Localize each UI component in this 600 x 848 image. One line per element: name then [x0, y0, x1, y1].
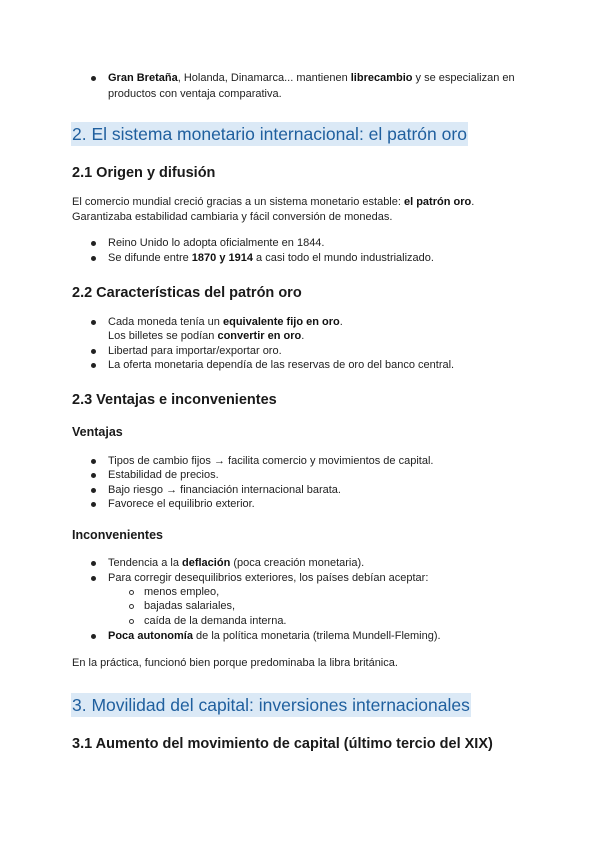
inconvenientes-heading: Inconvenientes	[72, 528, 163, 542]
subsection-2-1-heading: 2.1 Origen y difusión	[72, 165, 216, 181]
text: Se difunde entre	[108, 252, 192, 264]
bold-text: Gran Bretaña	[108, 72, 178, 84]
sub-bullet-circle	[129, 619, 134, 624]
s21-bullet-1: Reino Unido lo adopta oficialmente en 1844.	[108, 237, 325, 249]
text: Cada moneda tenía un	[108, 316, 223, 328]
text: (poca creación monetaria).	[230, 557, 365, 569]
text: y se especializan en	[412, 72, 515, 84]
text: a casi todo el mundo industrializado.	[252, 252, 434, 264]
section-2-heading: 2. El sistema monetario internacional: el patrón oro	[72, 124, 467, 144]
text: El comercio mundial creció gracias a un sistema monetario estable:	[72, 196, 404, 208]
s22-bullet-3: La oferta monetaria dependía de las reservas de oro del banco central.	[108, 359, 455, 371]
bold-text: Poca autonomía	[108, 630, 193, 642]
bold-text: librecambio	[350, 72, 413, 84]
inconveniente-item-2: Para corregir desequilibrios exteriores, los países debían aceptar:	[108, 572, 429, 584]
ventaja-item: Estabilidad de precios.	[108, 469, 219, 481]
subsection-2-2-heading: 2.2 Características del patrón oro	[72, 285, 302, 301]
bullet-dot	[91, 256, 96, 261]
bold-text: deflación	[182, 557, 231, 569]
text: Tendencia a la	[108, 557, 182, 569]
sub-item: bajadas salariales,	[144, 600, 236, 612]
top-bullet-line1	[108, 71, 515, 86]
bullet-dot	[91, 634, 96, 639]
s21-paragraph-line1	[72, 195, 474, 210]
s22-bullet-1-line2	[108, 329, 304, 344]
bold-text: 1870 y 1914	[191, 252, 253, 264]
bullet-dot	[91, 363, 96, 368]
sub-item: menos empleo,	[144, 586, 220, 598]
bold-text: convertir en oro	[217, 330, 302, 342]
inconveniente-item-1	[108, 556, 364, 571]
s22-bullet-1-line1	[108, 315, 343, 330]
text: , Holanda, Dinamarca... mantienen	[177, 72, 351, 84]
bullet-dot	[91, 320, 96, 325]
subsection-3-1-heading: 3.1 Aumento del movimiento de capital (último tercio del XIX)	[72, 736, 493, 752]
sub-bullet-circle	[129, 590, 134, 595]
sub-item: caída de la demanda interna.	[144, 615, 287, 627]
inconveniente-item-3	[108, 629, 441, 644]
ventaja-item: Bajo riesgo → financiación internacional barata.	[108, 484, 341, 496]
subsection-2-3-heading: 2.3 Ventajas e inconvenientes	[72, 392, 277, 408]
closing-paragraph: En la práctica, funcionó bien porque predominaba la libra británica.	[72, 657, 398, 669]
text: .	[339, 316, 343, 328]
bullet-dot	[91, 473, 96, 478]
bullet-dot	[91, 502, 96, 507]
ventaja-item: Favorece el equilibrio exterior.	[108, 498, 255, 510]
sub-bullet-circle	[129, 604, 134, 609]
s21-paragraph-line2: Garantizaba estabilidad cambiaria y fácil conversión de monedas.	[72, 211, 393, 223]
bullet-dot	[91, 459, 96, 464]
text: de la política monetaria (trilema Mundell-Fleming).	[192, 630, 441, 642]
ventajas-heading: Ventajas	[72, 425, 123, 439]
section-3-heading: 3. Movilidad del capital: inversiones internacionales	[72, 695, 470, 715]
bullet-dot	[91, 576, 96, 581]
bullet-dot	[91, 349, 96, 354]
text: .	[471, 196, 475, 208]
bold-text: equivalente fijo en oro	[222, 316, 340, 328]
bullet-dot	[91, 241, 96, 246]
s22-bullet-2: Libertad para importar/exportar oro.	[108, 345, 282, 357]
ventaja-item: Tipos de cambio fijos → facilita comercio y movimientos de capital.	[108, 455, 434, 467]
bullet-dot	[91, 488, 96, 493]
bold-text: el patrón oro	[403, 196, 472, 208]
top-bullet-line2: productos con ventaja comparativa.	[108, 88, 282, 100]
bullet-dot	[91, 561, 96, 566]
s21-bullet-2	[108, 251, 434, 266]
bullet-dot	[91, 76, 96, 81]
text: .	[301, 330, 305, 342]
text: Los billetes se podían	[108, 330, 218, 342]
